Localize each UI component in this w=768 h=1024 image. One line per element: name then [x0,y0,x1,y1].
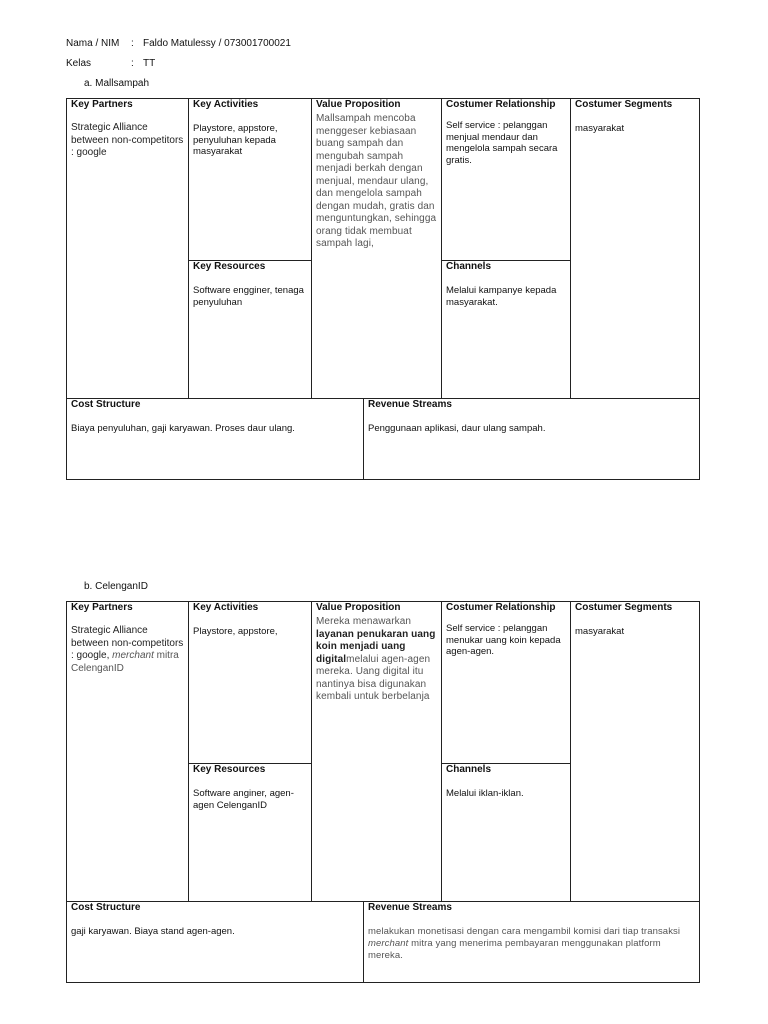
key-partners-cell [67,99,189,398]
value-proposition-cell [312,99,442,398]
kelas-separator: : [131,58,134,69]
canvas-a-heading: a. Mallsampah [84,78,150,89]
key-partners-title: Key Partners [71,99,133,110]
value-proposition-text-1: Mereka menawarkan [316,616,412,627]
value-proposition-cell [312,602,442,901]
value-proposition-body: Mallsampah mencoba menggeser kebiasaan buang sampah dan mengubah sampah menjadi berkah dengan menjual, mendaur ulang, dan mengelola sampah dengan mudah, gratis dan menguntungkan, sehingga orang tidak membuat sampah lagi, [316,113,437,249]
key-activities-body: Playstore, appstore, [193,626,278,637]
key-activities-body: Playstore, appstore, penyuluhan kepada masyarakat [193,123,278,157]
value-proposition-title: Value Proposition [316,602,401,613]
key-partners-text-italic: merchant [112,650,154,661]
customer-relationship-title: Costumer Relationship [446,99,556,110]
nama-nim-label: Nama / NIM [66,38,120,49]
revenue-streams-title: Revenue Streams [368,902,452,913]
channels-cell [442,764,571,901]
key-activities-title: Key Activities [193,602,259,613]
key-resources-cell [189,764,312,901]
cost-structure-cell [67,398,364,480]
channels-cell [442,261,571,398]
customer-relationship-cell [442,99,571,261]
revenue-streams-text-1: melakukan monetisasi dengan cara mengambil komisi dari tiap transaksi [368,926,681,937]
kelas-label: Kelas [66,58,92,69]
cost-structure-body: gaji karyawan. Biaya stand agen-agen. [71,926,235,937]
customer-segments-body: masyarakat [575,123,625,134]
business-model-canvas-a [66,98,700,480]
business-model-canvas-b [66,601,700,983]
value-proposition-text-bold: layanan penukaran uang koin menjadi uang digital [316,628,436,665]
channels-body: Melalui iklan-iklan. [446,788,524,799]
key-resources-cell [189,261,312,398]
channels-body: Melalui kampanye kepada masyarakat. [446,285,557,308]
nama-nim-separator: : [131,38,134,49]
key-partners-title: Key Partners [71,602,133,613]
revenue-streams-text-italic: merchant [368,938,409,949]
revenue-streams-title: Revenue Streams [368,399,452,410]
revenue-streams-cell [364,901,699,983]
cost-structure-cell [67,901,364,983]
customer-segments-body: masyarakat [575,626,625,637]
key-resources-title: Key Resources [193,261,266,272]
customer-segments-cell [571,602,699,901]
key-activities-cell [189,602,312,764]
kelas-value: TT [143,58,156,69]
cost-structure-title: Cost Structure [71,399,141,410]
customer-relationship-body: Self service : pelanggan menukar uang koin kepada agen-agen. [446,623,561,657]
key-partners-text-2: mitra CelenganID [71,650,179,674]
channels-title: Channels [446,764,492,775]
nama-nim-value: Faldo Matulessy / 073001700021 [143,38,291,49]
cost-structure-body: Biaya penyuluhan, gaji karyawan. Proses daur ulang. [71,423,295,434]
key-resources-body: Software anginer, agen-agen CelenganID [193,788,294,811]
value-proposition-text-2: melalui agen-agen mereka. Uang digital itu nantinya bisa digunakan kembali untuk berbelanja [316,653,431,702]
customer-segments-title: Costumer Segments [575,99,673,110]
revenue-streams-body [368,926,695,962]
key-partners-text-1: Strategic Alliance between non-competitors : google, [71,625,184,661]
key-activities-cell [189,99,312,261]
key-partners-body: Strategic Alliance between non-competitors : google [71,122,184,158]
revenue-streams-cell [364,398,699,480]
canvas-b-heading: b. CelenganID [84,581,148,592]
cost-structure-title: Cost Structure [71,902,141,913]
customer-relationship-cell [442,602,571,764]
value-proposition-body [316,616,437,704]
customer-segments-title: Costumer Segments [575,602,673,613]
revenue-streams-body: Penggunaan aplikasi, daur ulang sampah. [368,423,546,434]
customer-segments-cell [571,99,699,398]
channels-title: Channels [446,261,492,272]
value-proposition-title: Value Proposition [316,99,401,110]
key-partners-cell [67,602,189,901]
key-resources-title: Key Resources [193,764,266,775]
key-partners-body [71,625,184,675]
customer-relationship-title: Costumer Relationship [446,602,556,613]
key-resources-body: Software engginer, tenaga penyuluhan [193,285,304,308]
revenue-streams-text-2: mitra yang menerima pembayaran menggunakan platform mereka. [368,938,661,961]
customer-relationship-body: Self service : pelanggan menjual mendaur dan mengelola sampah secara gratis. [446,120,558,166]
key-activities-title: Key Activities [193,99,259,110]
